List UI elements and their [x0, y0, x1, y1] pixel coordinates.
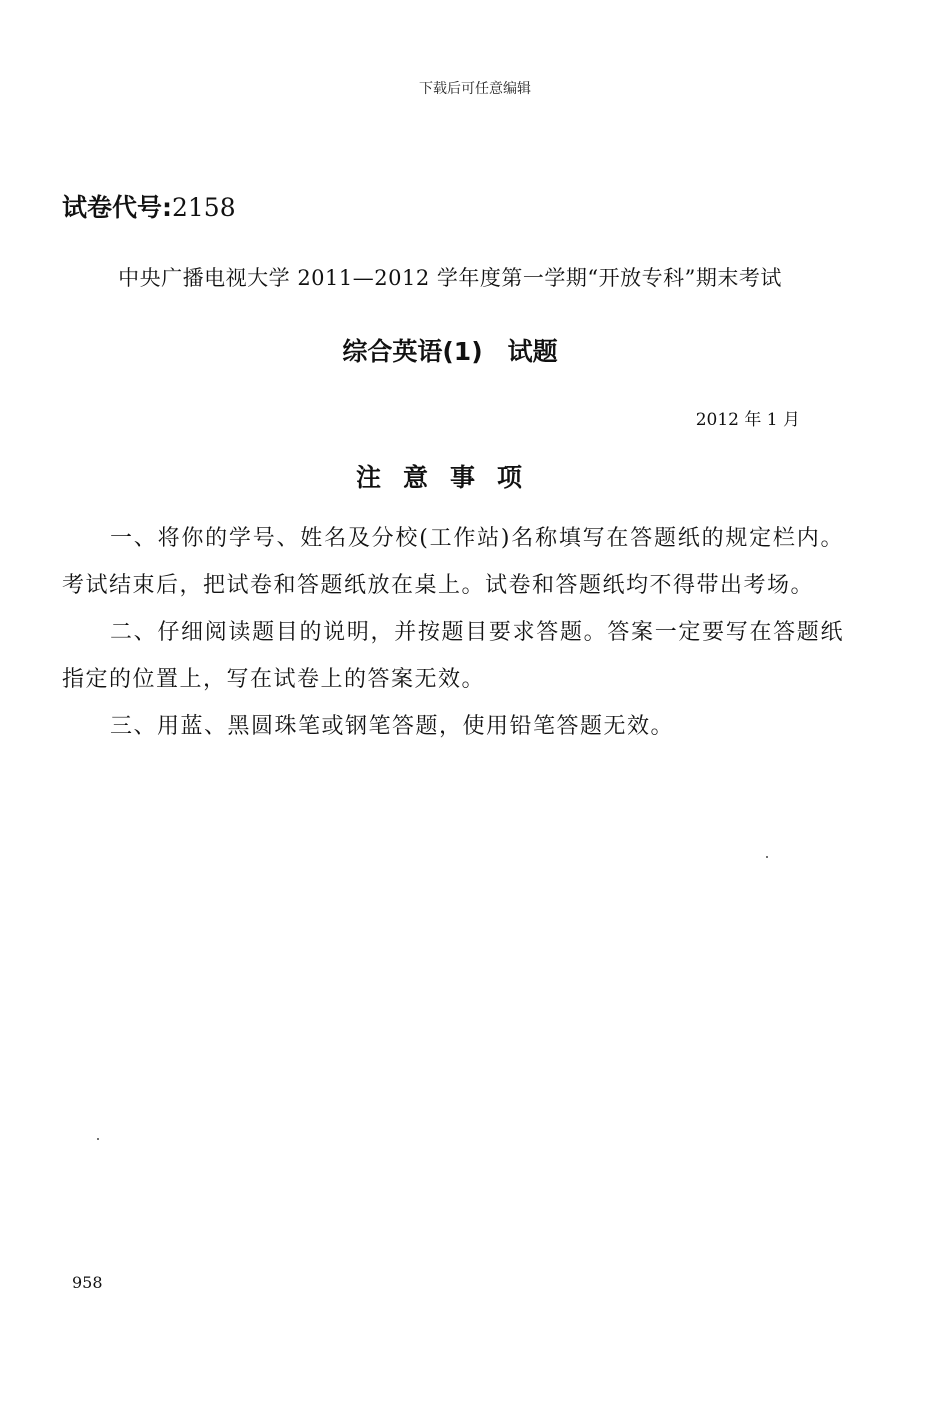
scan-speck — [97, 1138, 99, 1140]
paper-code-value: 2158 — [172, 193, 236, 222]
header-note: 下载后可任意编辑 — [419, 81, 531, 97]
scan-speck — [766, 856, 768, 858]
notice-heading: 注意事项 — [355, 463, 544, 492]
exam-date: 2012 年 1 月 — [695, 410, 800, 430]
paper-code — [62, 188, 236, 224]
paper-code-label: 试卷代号: — [62, 193, 172, 222]
instruction-item: 二、仔细阅读题目的说明，并按题目要求答题。答案一定要写在答题纸指定的位置上，写在试卷上的答案无效。 — [62, 620, 844, 692]
instructions — [62, 515, 844, 750]
page-number: 958 — [72, 1273, 103, 1292]
instruction-item: 一、将你的学号、姓名及分校(工作站)名称填写在答题纸的规定栏内。考试结束后，把试卷和答题纸放在桌上。试卷和答题纸均不得带出考场。 — [62, 526, 844, 598]
instruction-item: 三、用蓝、黑圆珠笔或钢笔答题，使用铅笔答题无效。 — [110, 714, 675, 739]
exam-title: 综合英语(1) 试题 — [342, 337, 558, 366]
exam-header: 中央广播电视大学 2011—2012 学年度第一学期“开放专科”期末考试 — [118, 266, 782, 290]
